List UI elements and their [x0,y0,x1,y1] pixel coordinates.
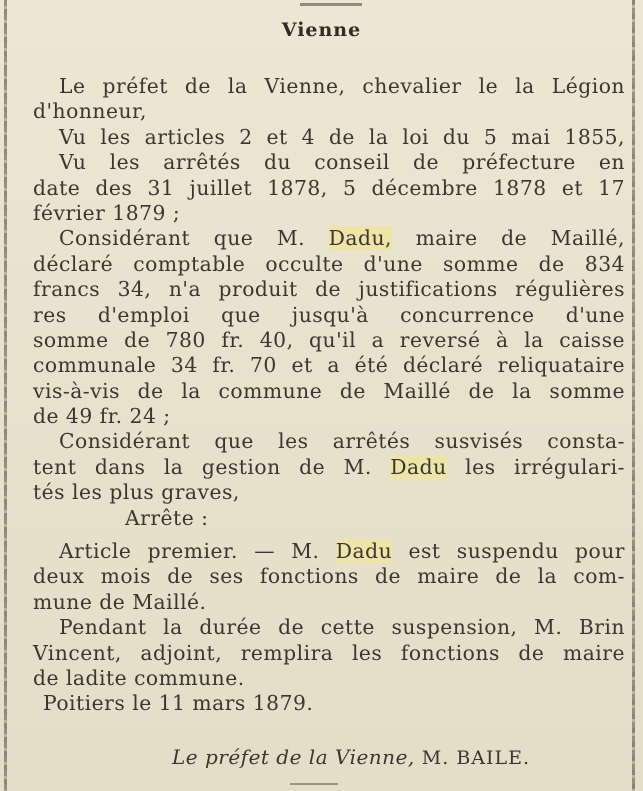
text-line: francs 34, n'a produit de justifications régulières [33,277,625,302]
right-column-rule [632,0,635,791]
spacer [33,531,625,539]
signature-name: M. BAILE. [414,747,531,769]
text-line [33,226,625,251]
text-line: Arrête : [125,505,209,530]
text-line: res d'emploi que jusqu'à concurrence d'une [33,302,625,327]
signature-line [172,745,530,769]
section-heading: Vienne [281,19,362,41]
text-line: Le préfet de la Vienne, chevalier le la Légion [59,74,625,98]
text-line: vis-à-vis de la commune de Maillé de la somme [33,378,625,403]
text-line: février 1879 ; [33,200,181,225]
text-line: Vu les articles 2 et 4 de la loi du 5 mai 1855, [59,124,625,149]
text-fragment: Considérant que M. [59,226,329,251]
signature-title: Le préfet de la Vienne, [172,745,415,769]
text-line: mune de Maillé. [33,589,207,614]
bottom-separator-rule [290,783,338,785]
top-separator-rule [300,3,362,6]
text-fragment: les irrégulari- [446,454,626,479]
text-line: tés les plus graves, [33,480,240,505]
text-fragment: Article premier. — M. [59,539,336,564]
text-line: deux mois de ses fonctions de maire de la com- [33,564,625,589]
highlighted-name: Dadu [335,539,393,564]
text-line: de ladite commune. [33,665,245,690]
text-line [33,455,625,480]
text-line: de 49 fr. 24 ; [33,404,171,429]
text-line: déclaré comptable occulte d'une somme de 834 [33,251,625,276]
text-line: Considérant que les arrêtés susvisés consta- [59,429,625,454]
text-fragment: tent dans la gestion de M. [33,454,391,479]
article-body [33,74,625,717]
highlighted-name: Dadu, [328,226,392,251]
text-line: Pendant la durée de cette suspension, M. Brin [59,615,625,640]
text-line: Vu les arrêtés du conseil de préfecture en [59,150,625,175]
text-line: Vincent, adjoint, remplira les fonctions de maire [33,640,625,665]
text-fragment: maire de Maillé, [392,226,625,251]
text-line: d'honneur, [33,99,147,124]
text-fragment: est suspendu pour [392,539,625,564]
highlighted-name: Dadu [390,454,447,479]
text-line: somme de 780 fr. 40, qu'il a reversé à la caisse [33,327,625,352]
text-line: date des 31 juillet 1878, 5 décembre 1878 et 17 [33,175,625,200]
text-line: communale 34 fr. 70 et a été déclaré reliquataire [33,353,625,378]
left-column-rule [4,0,7,791]
text-line: Poitiers le 11 mars 1879. [43,691,314,716]
text-line [33,539,625,564]
